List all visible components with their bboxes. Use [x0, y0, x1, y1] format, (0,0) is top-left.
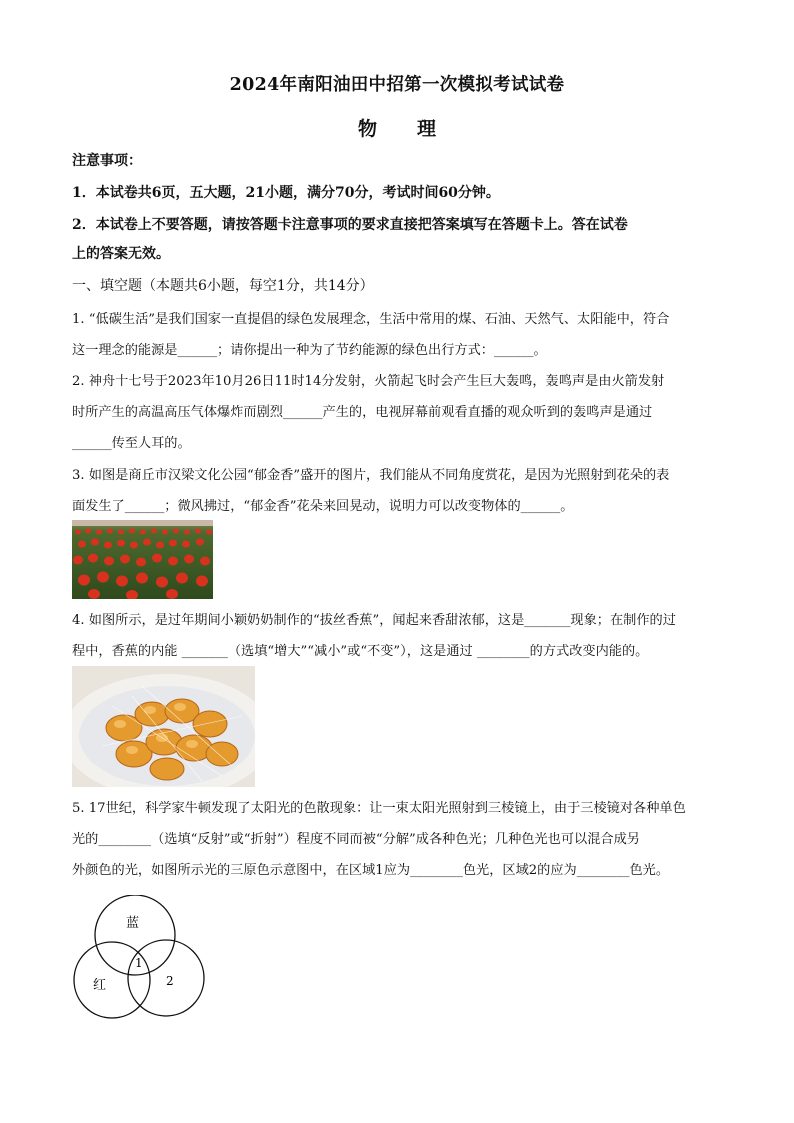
notice-heading: 注意事项： [72, 153, 142, 169]
subject-char-1: 物 [357, 118, 377, 140]
candied-banana-photo [72, 666, 255, 787]
q2-line-2: 时所产生的高温高压气体爆炸而剧烈______产生的，电视屏幕前观看直播的观众听到的轰鸣声是通过 [72, 405, 653, 420]
circle-red [74, 942, 150, 1018]
subject-heading [0, 114, 794, 141]
notice-item-2-line-2: 上的答案无效。 [72, 246, 170, 262]
notice-item-2-line-1: 2．本试卷上不要答题，请按答题卡注意事项的要求直接把答案填写在答题卡上。答在试卷 [72, 217, 628, 233]
label-blue: 蓝 [126, 916, 140, 931]
q2-line-3: ______传至人耳的。 [72, 436, 191, 451]
q1-line-1: 1. “低碳生活”是我们国家一直提倡的绿色发展理念，生活中常用的煤、石油、天然气、太阳能中，符合 [72, 312, 670, 327]
q2-line-1: 2. 神舟十七号于2023年10月26日11时14分发射，火箭起飞时会产生巨大轰鸣，轰鸣声是由火箭发射 [72, 374, 665, 389]
q5-line-1: 5. 17世纪，科学家牛顿发现了太阳光的色散现象：让一束太阳光照射到三棱镜上，由于三棱镜对各种单色 [72, 801, 686, 816]
subject-char-2: 理 [417, 118, 437, 140]
q3-line-2: 面发生了______；微风拂过，“郁金香”花朵来回晃动，说明力可以改变物体的______。 [72, 499, 574, 514]
label-red: 红 [93, 978, 107, 993]
label-region-2: 2 [166, 974, 174, 988]
notice-item-1: 1．本试卷共6页，五大题，21小题，满分70分，考试时间60分钟。 [72, 185, 500, 201]
tulip-photo [72, 520, 213, 599]
exam-title: 2024年南阳油田中招第一次模拟考试试卷 [229, 75, 565, 95]
q3-line-1: 3. 如图是商丘市汉梁文化公园“郁金香”盛开的图片，我们能从不同角度赏花，是因为光照射到花朵的表 [72, 468, 670, 483]
q4-line-2: 程中，香蕉的内能 _______（选填“增大”“减小”或“不变”），这是通过 ________的方式改变内能的。 [72, 644, 649, 659]
label-region-1: 1 [135, 956, 143, 970]
section-1-heading: 一、填空题（本题共6小题，每空1分，共14分） [72, 278, 374, 294]
q5-line-3: 外颜色的光，如图所示光的三原色示意图中，在区域1应为________色光，区域2的应为________色光。 [72, 863, 670, 878]
primary-colors-diagram [68, 895, 213, 1020]
q4-line-1: 4. 如图所示，是过年期间小颖奶奶制作的“拔丝香蕉”，闻起来香甜浓郁，这是_______现象；在制作的过 [72, 613, 676, 628]
q5-line-2: 光的________（选填“反射”或“折射”）程度不同而被“分解”成各种色光；几种色光也可以混合成另 [72, 832, 640, 847]
q1-line-2: 这一理念的能源是______；请你提出一种为了节约能源的绿色出行方式：______。 [72, 343, 547, 358]
